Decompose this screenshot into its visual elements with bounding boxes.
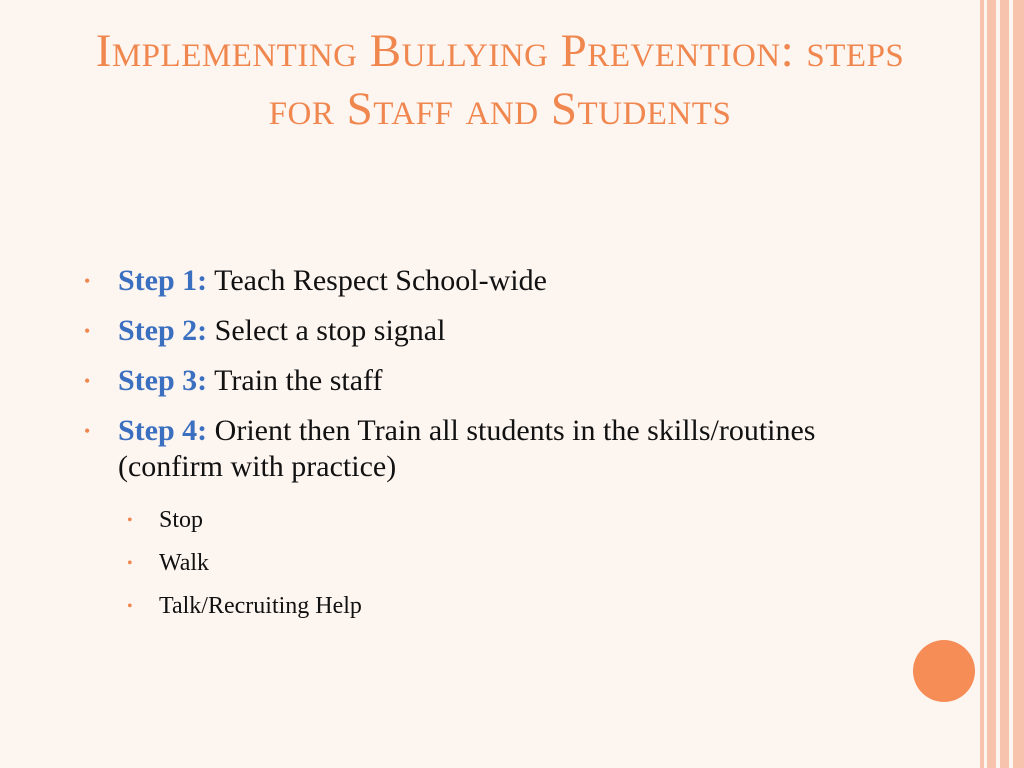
step-text: Teach Respect School-wide <box>214 264 547 297</box>
step-text: Orient then Train all students in the skills/routines (confirm with practice) <box>118 414 816 483</box>
decorative-stripe <box>1000 0 1009 768</box>
sub-list-item <box>84 542 884 585</box>
bullet-icon: • <box>84 271 91 291</box>
sub-list-item <box>84 499 884 542</box>
list-item <box>84 413 884 485</box>
step-text: Select a stop signal <box>214 314 446 347</box>
sub-item-text: Talk/Recruiting Help <box>159 593 362 619</box>
bullet-icon: • <box>127 512 133 529</box>
sub-list-item <box>84 585 884 628</box>
bullet-list <box>84 263 884 628</box>
decorative-stripe <box>980 0 984 768</box>
step-label: Step 1: <box>118 264 208 297</box>
sub-item-text: Walk <box>159 550 210 576</box>
decorative-circle <box>913 640 975 702</box>
sub-item-text: Stop <box>159 507 204 533</box>
list-item <box>84 263 884 299</box>
bullet-icon: • <box>84 321 91 341</box>
decorative-stripe <box>987 0 996 768</box>
step-label: Step 2: <box>118 314 208 347</box>
bullet-icon: • <box>84 421 91 441</box>
decorative-stripe <box>1013 0 1024 768</box>
bullet-icon: • <box>127 598 133 615</box>
step-text: Train the staff <box>214 364 383 397</box>
step-label: Step 4: <box>118 414 208 447</box>
bullet-icon: • <box>127 555 133 572</box>
slide-title: Implementing Bullying Prevention: steps for Staff and Students <box>95 25 905 135</box>
bullet-icon: • <box>84 371 91 391</box>
list-item <box>84 363 884 399</box>
sub-list <box>84 499 884 628</box>
list-item <box>84 313 884 349</box>
step-label: Step 3: <box>118 364 208 397</box>
